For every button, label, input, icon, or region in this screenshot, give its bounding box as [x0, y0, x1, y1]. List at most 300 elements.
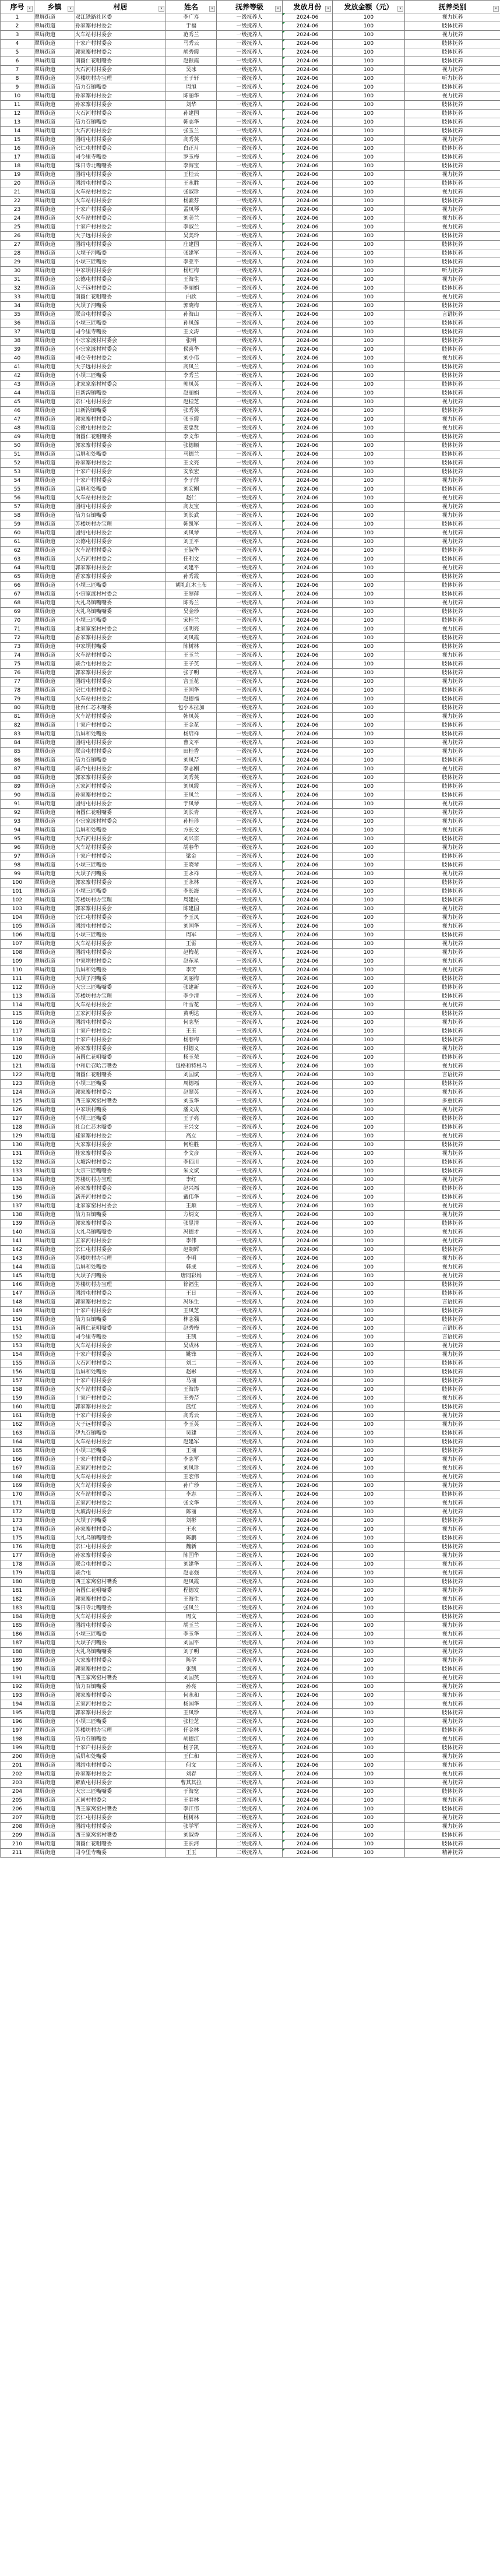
cell-type[interactable]: 视力抚养: [405, 651, 500, 660]
cell-amount[interactable]: 100: [333, 179, 405, 188]
cell-seq[interactable]: 67: [1, 590, 34, 599]
filter-dropdown-icon[interactable]: ▾: [397, 6, 403, 12]
cell-month[interactable]: 2024-06: [283, 1045, 333, 1053]
cell-month[interactable]: 2024-06: [283, 1062, 333, 1071]
cell-grade[interactable]: 一级抚养人: [217, 555, 283, 564]
cell-grade[interactable]: 二级抚养人: [217, 1403, 283, 1412]
cell-name[interactable]: 王玉: [166, 1849, 217, 1858]
cell-amount[interactable]: 100: [333, 363, 405, 372]
cell-village[interactable]: 西王家窝窑村嘴委: [75, 1097, 166, 1106]
cell-village[interactable]: 大礼乌镇嘴嘴委: [75, 1228, 166, 1237]
cell-month[interactable]: 2024-06: [283, 206, 333, 214]
cell-grade[interactable]: 一级抚养人: [217, 590, 283, 599]
cell-name[interactable]: 梁金: [166, 852, 217, 861]
cell-grade[interactable]: 一级抚养人: [217, 380, 283, 389]
cell-village[interactable]: 大石河村村委会: [75, 1359, 166, 1368]
cell-type[interactable]: 视力抚养: [405, 1648, 500, 1657]
cell-seq[interactable]: 130: [1, 1141, 34, 1150]
cell-type[interactable]: 肢体抚养: [405, 433, 500, 442]
cell-town[interactable]: 翠屏街道: [34, 914, 75, 922]
cell-month[interactable]: 2024-06: [283, 756, 333, 765]
cell-type[interactable]: 肢体抚养: [405, 450, 500, 459]
cell-amount[interactable]: 100: [333, 1613, 405, 1622]
cell-type[interactable]: 肢体抚养: [405, 1368, 500, 1377]
cell-type[interactable]: 视力抚养: [405, 1421, 500, 1429]
cell-name[interactable]: 胡礼红木土布: [166, 582, 217, 590]
cell-amount[interactable]: 100: [333, 459, 405, 468]
cell-month[interactable]: 2024-06: [283, 1158, 333, 1167]
cell-village[interactable]: 大礼乌镇嘴嘴委: [75, 1648, 166, 1657]
cell-type[interactable]: 肢体抚养: [405, 1709, 500, 1718]
cell-seq[interactable]: 21: [1, 188, 34, 197]
cell-town[interactable]: 翠屏街道: [34, 13, 75, 22]
cell-seq[interactable]: 51: [1, 450, 34, 459]
cell-name[interactable]: 杨玉荣: [166, 1053, 217, 1062]
cell-village[interactable]: 十家户村村委会: [75, 1456, 166, 1464]
cell-month[interactable]: 2024-06: [283, 1622, 333, 1630]
cell-type[interactable]: 言语抚养: [405, 1298, 500, 1307]
cell-name[interactable]: 冯乐生: [166, 1298, 217, 1307]
cell-town[interactable]: 翠屏街道: [34, 564, 75, 573]
cell-amount[interactable]: 100: [333, 1788, 405, 1796]
cell-seq[interactable]: 37: [1, 328, 34, 337]
cell-grade[interactable]: 一级抚养人: [217, 293, 283, 302]
cell-amount[interactable]: 100: [333, 1001, 405, 1010]
cell-town[interactable]: 翠屏街道: [34, 1657, 75, 1665]
cell-village[interactable]: 团结屯村村委会: [75, 1019, 166, 1027]
cell-amount[interactable]: 100: [333, 669, 405, 678]
cell-grade[interactable]: 二级抚养人: [217, 1482, 283, 1490]
cell-town[interactable]: 翠屏街道: [34, 1639, 75, 1648]
cell-amount[interactable]: 100: [333, 92, 405, 101]
cell-grade[interactable]: 一级抚养人: [217, 311, 283, 319]
cell-town[interactable]: 翠屏街道: [34, 984, 75, 992]
cell-amount[interactable]: 100: [333, 1377, 405, 1386]
cell-seq[interactable]: 92: [1, 809, 34, 817]
cell-grade[interactable]: 一级抚养人: [217, 389, 283, 398]
cell-seq[interactable]: 152: [1, 1333, 34, 1342]
cell-amount[interactable]: 100: [333, 1709, 405, 1718]
cell-seq[interactable]: 105: [1, 922, 34, 931]
cell-name[interactable]: 潘文成: [166, 1106, 217, 1115]
cell-village[interactable]: 十家户村村委会: [75, 852, 166, 861]
cell-seq[interactable]: 197: [1, 1726, 34, 1735]
cell-grade[interactable]: 一级抚养人: [217, 1115, 283, 1123]
cell-seq[interactable]: 11: [1, 101, 34, 110]
cell-type[interactable]: 视力抚养: [405, 809, 500, 817]
cell-amount[interactable]: 100: [333, 844, 405, 852]
cell-village[interactable]: 郭家寨村村委会: [75, 905, 166, 914]
cell-grade[interactable]: 一级抚养人: [217, 101, 283, 110]
cell-seq[interactable]: 61: [1, 538, 34, 547]
cell-seq[interactable]: 116: [1, 1019, 34, 1027]
cell-village[interactable]: 后屏和处嘴委: [75, 1263, 166, 1272]
cell-village[interactable]: 大宗三匠嘴嘴委: [75, 1167, 166, 1176]
cell-town[interactable]: 翠屏街道: [34, 1307, 75, 1316]
cell-grade[interactable]: 一级抚养人: [217, 1019, 283, 1027]
cell-grade[interactable]: 一级抚养人: [217, 678, 283, 686]
cell-grade[interactable]: 二级抚养人: [217, 1508, 283, 1517]
cell-seq[interactable]: 185: [1, 1622, 34, 1630]
cell-month[interactable]: 2024-06: [283, 730, 333, 739]
cell-type[interactable]: 肢体抚养: [405, 1281, 500, 1289]
cell-seq[interactable]: 134: [1, 1176, 34, 1185]
cell-amount[interactable]: 100: [333, 616, 405, 625]
cell-amount[interactable]: 100: [333, 765, 405, 774]
cell-name[interactable]: 高友宝: [166, 503, 217, 512]
cell-grade[interactable]: 一级抚养人: [217, 975, 283, 984]
cell-amount[interactable]: 100: [333, 1158, 405, 1167]
cell-amount[interactable]: 100: [333, 949, 405, 957]
cell-month[interactable]: 2024-06: [283, 1298, 333, 1307]
cell-amount[interactable]: 100: [333, 826, 405, 835]
cell-seq[interactable]: 8: [1, 75, 34, 83]
cell-month[interactable]: 2024-06: [283, 459, 333, 468]
cell-month[interactable]: 2024-06: [283, 302, 333, 311]
cell-village[interactable]: 伊九召镇嘴委: [75, 1429, 166, 1438]
cell-seq[interactable]: 109: [1, 957, 34, 966]
cell-grade[interactable]: 一级抚养人: [217, 1141, 283, 1150]
cell-type[interactable]: 视力抚养: [405, 13, 500, 22]
cell-amount[interactable]: 100: [333, 1220, 405, 1228]
cell-amount[interactable]: 100: [333, 415, 405, 424]
cell-month[interactable]: 2024-06: [283, 608, 333, 616]
cell-type[interactable]: 视力抚养: [405, 1569, 500, 1578]
cell-seq[interactable]: 17: [1, 153, 34, 162]
cell-amount[interactable]: 100: [333, 1604, 405, 1613]
cell-amount[interactable]: 100: [333, 1534, 405, 1543]
cell-town[interactable]: 翠屏街道: [34, 1490, 75, 1499]
cell-seq[interactable]: 19: [1, 171, 34, 179]
cell-amount[interactable]: 100: [333, 1421, 405, 1429]
cell-amount[interactable]: 100: [333, 1150, 405, 1158]
cell-seq[interactable]: 18: [1, 162, 34, 171]
cell-seq[interactable]: 191: [1, 1674, 34, 1683]
cell-town[interactable]: 翠屏街道: [34, 1281, 75, 1289]
cell-town[interactable]: 翠屏街道: [34, 1001, 75, 1010]
cell-village[interactable]: 苏楼坊村办宝理: [75, 1281, 166, 1289]
cell-town[interactable]: 翠屏街道: [34, 459, 75, 468]
cell-village[interactable]: 中和后召哈吉嘴委: [75, 1062, 166, 1071]
cell-amount[interactable]: 100: [333, 1281, 405, 1289]
cell-grade[interactable]: 一级抚养人: [217, 660, 283, 669]
cell-amount[interactable]: 100: [333, 1744, 405, 1753]
cell-seq[interactable]: 53: [1, 468, 34, 477]
cell-month[interactable]: 2024-06: [283, 162, 333, 171]
cell-village[interactable]: 大石河村村委会: [75, 127, 166, 136]
cell-seq[interactable]: 91: [1, 800, 34, 809]
cell-village[interactable]: 大坝子河嘴委: [75, 302, 166, 311]
cell-village[interactable]: 小坝三匠嘴委: [75, 1080, 166, 1088]
cell-name[interactable]: 刘丽梅: [166, 975, 217, 984]
cell-month[interactable]: 2024-06: [283, 1831, 333, 1840]
cell-amount[interactable]: 100: [333, 1045, 405, 1053]
cell-grade[interactable]: 二级抚养人: [217, 1473, 283, 1482]
cell-type[interactable]: 视力抚养: [405, 512, 500, 520]
cell-grade[interactable]: 一级抚养人: [217, 75, 283, 83]
cell-type[interactable]: 肢体抚养: [405, 1193, 500, 1202]
cell-village[interactable]: 十家户村村委会: [75, 1394, 166, 1403]
cell-type[interactable]: 视力抚养: [405, 1692, 500, 1700]
cell-amount[interactable]: 100: [333, 573, 405, 582]
cell-town[interactable]: 翠屏街道: [34, 1517, 75, 1525]
cell-name[interactable]: 刘淑香: [166, 1831, 217, 1840]
cell-seq[interactable]: 5: [1, 48, 34, 57]
cell-town[interactable]: 翠屏街道: [34, 249, 75, 258]
cell-type[interactable]: 肢体抚养: [405, 774, 500, 783]
cell-seq[interactable]: 170: [1, 1490, 34, 1499]
cell-type[interactable]: 肢体抚养: [405, 1578, 500, 1587]
cell-month[interactable]: 2024-06: [283, 1150, 333, 1158]
cell-amount[interactable]: 100: [333, 319, 405, 328]
cell-town[interactable]: 翠屏街道: [34, 1062, 75, 1071]
cell-grade[interactable]: 一级抚养人: [217, 407, 283, 415]
cell-type[interactable]: 视力抚养: [405, 188, 500, 197]
cell-amount[interactable]: 100: [333, 748, 405, 756]
cell-grade[interactable]: 二级抚养人: [217, 1788, 283, 1796]
cell-village[interactable]: 五家河村村委会: [75, 1700, 166, 1709]
cell-name[interactable]: 李子萍: [166, 477, 217, 485]
cell-village[interactable]: 南圆仁花咀嘴委: [75, 1840, 166, 1849]
cell-village[interactable]: 火车站村村委会: [75, 547, 166, 555]
cell-name[interactable]: 张玉兰: [166, 127, 217, 136]
cell-type[interactable]: 视力抚养: [405, 678, 500, 686]
cell-amount[interactable]: 100: [333, 730, 405, 739]
cell-seq[interactable]: 103: [1, 905, 34, 914]
cell-amount[interactable]: 100: [333, 1412, 405, 1421]
cell-month[interactable]: 2024-06: [283, 1254, 333, 1263]
cell-village[interactable]: 大礼乌镇嘴嘴委: [75, 1534, 166, 1543]
cell-type[interactable]: 肢体抚养: [405, 634, 500, 643]
cell-amount[interactable]: 100: [333, 1167, 405, 1176]
cell-month[interactable]: 2024-06: [283, 1386, 333, 1394]
cell-type[interactable]: 肢体抚养: [405, 1307, 500, 1316]
cell-village[interactable]: 司今里寺嘴委: [75, 1849, 166, 1858]
cell-type[interactable]: 视力抚养: [405, 1211, 500, 1220]
cell-type[interactable]: 视力抚养: [405, 1552, 500, 1560]
cell-amount[interactable]: 100: [333, 713, 405, 721]
cell-village[interactable]: 宗仁屯村村委会: [75, 145, 166, 153]
cell-town[interactable]: 翠屏街道: [34, 1761, 75, 1770]
cell-grade[interactable]: 二级抚养人: [217, 1377, 283, 1386]
cell-town[interactable]: 翠屏街道: [34, 1718, 75, 1726]
cell-month[interactable]: 2024-06: [283, 1840, 333, 1849]
cell-name[interactable]: 孙桂珍: [166, 817, 217, 826]
cell-amount[interactable]: 100: [333, 870, 405, 879]
cell-town[interactable]: 翠屏街道: [34, 1071, 75, 1080]
cell-type[interactable]: 肢体抚养: [405, 468, 500, 477]
cell-seq[interactable]: 33: [1, 293, 34, 302]
cell-town[interactable]: 翠屏街道: [34, 765, 75, 774]
cell-amount[interactable]: 100: [333, 1185, 405, 1193]
cell-type[interactable]: 视力抚养: [405, 398, 500, 407]
cell-month[interactable]: 2024-06: [283, 450, 333, 459]
cell-name[interactable]: 孙广珍: [166, 1482, 217, 1490]
cell-village[interactable]: 团结屯村村委会: [75, 503, 166, 512]
cell-name[interactable]: 姜忠贤: [166, 424, 217, 433]
cell-grade[interactable]: 一级抚养人: [217, 1342, 283, 1351]
cell-type[interactable]: 肢体抚养: [405, 1167, 500, 1176]
cell-month[interactable]: 2024-06: [283, 1106, 333, 1115]
cell-grade[interactable]: 二级抚养人: [217, 1595, 283, 1604]
cell-name[interactable]: 孙海山: [166, 311, 217, 319]
cell-name[interactable]: 侯喜华: [166, 346, 217, 354]
cell-grade[interactable]: 一级抚养人: [217, 1071, 283, 1080]
cell-amount[interactable]: 100: [333, 118, 405, 127]
cell-month[interactable]: 2024-06: [283, 512, 333, 520]
cell-seq[interactable]: 112: [1, 984, 34, 992]
cell-seq[interactable]: 211: [1, 1849, 34, 1858]
cell-amount[interactable]: 100: [333, 1840, 405, 1849]
cell-name[interactable]: 高秀云: [166, 1412, 217, 1421]
cell-town[interactable]: 翠屏街道: [34, 267, 75, 276]
cell-month[interactable]: 2024-06: [283, 555, 333, 564]
cell-month[interactable]: 2024-06: [283, 363, 333, 372]
cell-name[interactable]: 刘凤霞: [166, 634, 217, 643]
cell-amount[interactable]: 100: [333, 599, 405, 608]
cell-seq[interactable]: 128: [1, 1123, 34, 1132]
cell-seq[interactable]: 132: [1, 1158, 34, 1167]
cell-seq[interactable]: 58: [1, 512, 34, 520]
cell-type[interactable]: 视力抚养: [405, 1595, 500, 1604]
cell-month[interactable]: 2024-06: [283, 1141, 333, 1150]
cell-grade[interactable]: 一级抚养人: [217, 328, 283, 337]
cell-name[interactable]: 张显清: [166, 1220, 217, 1228]
cell-village[interactable]: 桂家寨村村委会: [75, 1132, 166, 1141]
cell-grade[interactable]: 一级抚养人: [217, 1123, 283, 1132]
filter-dropdown-icon[interactable]: ▾: [325, 6, 331, 12]
cell-village[interactable]: 大礼乌镇嘴嘴委: [75, 599, 166, 608]
cell-town[interactable]: 翠屏街道: [34, 1333, 75, 1342]
cell-month[interactable]: 2024-06: [283, 984, 333, 992]
cell-grade[interactable]: 二级抚养人: [217, 1386, 283, 1394]
cell-grade[interactable]: 二级抚养人: [217, 1525, 283, 1534]
cell-amount[interactable]: 100: [333, 22, 405, 31]
cell-amount[interactable]: 100: [333, 101, 405, 110]
cell-village[interactable]: 团结屯村村委会: [75, 678, 166, 686]
cell-grade[interactable]: 二级抚养人: [217, 1674, 283, 1683]
cell-name[interactable]: 赵秀梅: [166, 1324, 217, 1333]
cell-name[interactable]: 刘子明: [166, 1648, 217, 1657]
cell-seq[interactable]: 70: [1, 616, 34, 625]
cell-amount[interactable]: 100: [333, 922, 405, 931]
cell-grade[interactable]: 一级抚养人: [217, 223, 283, 232]
cell-month[interactable]: 2024-06: [283, 48, 333, 57]
cell-town[interactable]: 翠屏街道: [34, 1202, 75, 1211]
cell-type[interactable]: 肢体抚养: [405, 896, 500, 905]
cell-seq[interactable]: 56: [1, 494, 34, 503]
cell-village[interactable]: 火车站村村委会: [75, 1001, 166, 1010]
filter-dropdown-icon[interactable]: ▾: [493, 6, 499, 12]
cell-grade[interactable]: 一级抚养人: [217, 1010, 283, 1019]
cell-grade[interactable]: 一级抚养人: [217, 1289, 283, 1298]
cell-town[interactable]: 翠屏街道: [34, 319, 75, 328]
cell-type[interactable]: 视力抚养: [405, 748, 500, 756]
cell-town[interactable]: 翠屏街道: [34, 450, 75, 459]
cell-town[interactable]: 翠屏街道: [34, 1220, 75, 1228]
cell-type[interactable]: 肢体抚养: [405, 1158, 500, 1167]
cell-amount[interactable]: 100: [333, 1525, 405, 1534]
cell-seq[interactable]: 84: [1, 739, 34, 748]
cell-type[interactable]: 肢体抚养: [405, 1744, 500, 1753]
cell-village[interactable]: 司仑寺村村委会: [75, 354, 166, 363]
cell-amount[interactable]: 100: [333, 1779, 405, 1788]
cell-name[interactable]: 刘兴宗: [166, 835, 217, 844]
cell-village[interactable]: 小坝三匠嘴委: [75, 931, 166, 940]
cell-town[interactable]: 翠屏街道: [34, 1709, 75, 1718]
cell-month[interactable]: 2024-06: [283, 249, 333, 258]
cell-seq[interactable]: 81: [1, 713, 34, 721]
cell-month[interactable]: 2024-06: [283, 66, 333, 75]
cell-grade[interactable]: 二级抚养人: [217, 1665, 283, 1674]
cell-name[interactable]: 张建新: [166, 984, 217, 992]
cell-town[interactable]: 翠屏街道: [34, 258, 75, 267]
cell-type[interactable]: 视力抚养: [405, 66, 500, 75]
cell-name[interactable]: 刘国平: [166, 1639, 217, 1648]
cell-amount[interactable]: 100: [333, 931, 405, 940]
cell-month[interactable]: 2024-06: [283, 643, 333, 651]
cell-seq[interactable]: 108: [1, 949, 34, 957]
cell-village[interactable]: 南圆仁花咀嘴委: [75, 1071, 166, 1080]
cell-town[interactable]: 翠屏街道: [34, 1814, 75, 1823]
cell-grade[interactable]: 一级抚养人: [217, 1281, 283, 1289]
cell-village[interactable]: 郭家寨村村委会: [75, 1665, 166, 1674]
cell-town[interactable]: 翠屏街道: [34, 1456, 75, 1464]
cell-town[interactable]: 翠屏街道: [34, 1464, 75, 1473]
cell-amount[interactable]: 100: [333, 171, 405, 179]
cell-grade[interactable]: 二级抚养人: [217, 1394, 283, 1403]
cell-village[interactable]: 大坡沟村村委会: [75, 1158, 166, 1167]
cell-village[interactable]: 后屏和处嘴委: [75, 485, 166, 494]
cell-type[interactable]: 视力抚养: [405, 1001, 500, 1010]
cell-month[interactable]: 2024-06: [283, 145, 333, 153]
cell-name[interactable]: 安欣宏: [166, 468, 217, 477]
cell-village[interactable]: 火车站村村委会: [75, 1473, 166, 1482]
cell-month[interactable]: 2024-06: [283, 573, 333, 582]
cell-amount[interactable]: 100: [333, 13, 405, 22]
cell-month[interactable]: 2024-06: [283, 171, 333, 179]
cell-seq[interactable]: 156: [1, 1368, 34, 1377]
cell-type[interactable]: 视力抚养: [405, 92, 500, 101]
cell-type[interactable]: 肢体抚养: [405, 1115, 500, 1123]
cell-type[interactable]: 肢体抚养: [405, 1316, 500, 1324]
cell-amount[interactable]: 100: [333, 1648, 405, 1657]
cell-village[interactable]: 小坝三匠嘴委: [75, 861, 166, 870]
cell-month[interactable]: 2024-06: [283, 1307, 333, 1316]
cell-village[interactable]: 大子远村村委会: [75, 232, 166, 241]
cell-type[interactable]: 肢体抚养: [405, 1359, 500, 1368]
cell-name[interactable]: 方炳文: [166, 1211, 217, 1220]
cell-type[interactable]: 肢体抚养: [405, 1840, 500, 1849]
cell-month[interactable]: 2024-06: [283, 1123, 333, 1132]
cell-name[interactable]: 王玉: [166, 1027, 217, 1036]
cell-month[interactable]: 2024-06: [283, 267, 333, 276]
cell-seq[interactable]: 129: [1, 1132, 34, 1141]
cell-amount[interactable]: 100: [333, 1176, 405, 1185]
cell-month[interactable]: 2024-06: [283, 616, 333, 625]
cell-village[interactable]: 大坝子河嘴委: [75, 1639, 166, 1648]
cell-town[interactable]: 翠屏街道: [34, 1779, 75, 1788]
cell-month[interactable]: 2024-06: [283, 1359, 333, 1368]
cell-village[interactable]: 孙家寨村村委会: [75, 1185, 166, 1193]
cell-town[interactable]: 翠屏街道: [34, 844, 75, 852]
cell-village[interactable]: 西王家窝窑村嘴委: [75, 1831, 166, 1840]
cell-grade[interactable]: 一级抚养人: [217, 669, 283, 678]
cell-type[interactable]: 视力抚养: [405, 276, 500, 284]
cell-town[interactable]: 翠屏街道: [34, 407, 75, 415]
cell-month[interactable]: 2024-06: [283, 1421, 333, 1429]
cell-name[interactable]: 何维胜: [166, 1141, 217, 1150]
